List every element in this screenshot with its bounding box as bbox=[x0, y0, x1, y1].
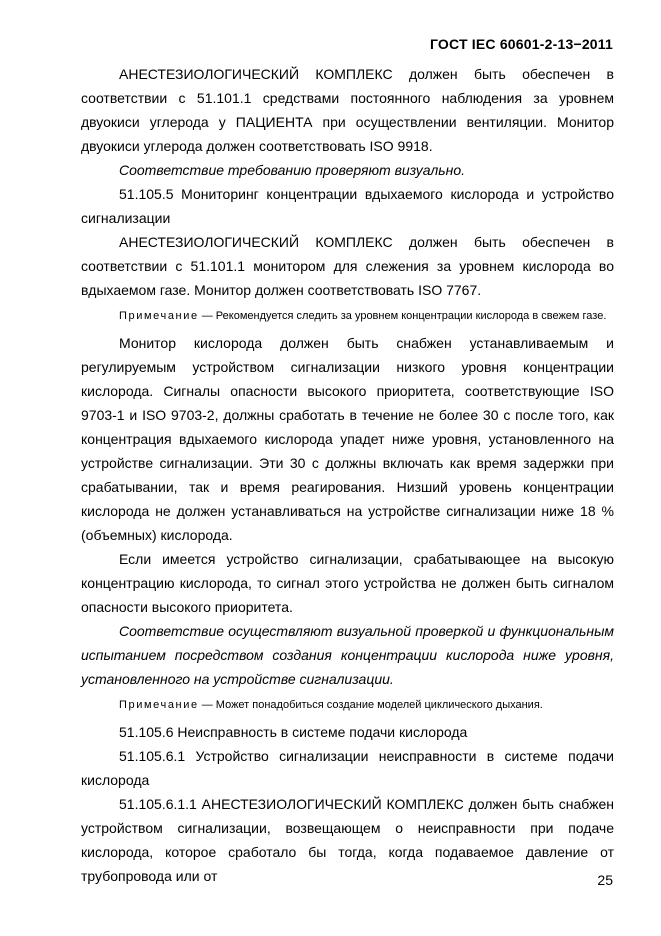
paragraph: Монитор кислорода должен быть снабжен устанавливаемым и регулируемым устройством сигнализации низкого уровня концентрации кислорода. Сигналы опасности высокого приоритета, соответствующие ISO 9703-1 и ISO 9703-2, должны сработать в течение не более 30 с после того, как концентрация вдыхаемого кислорода упадет ниже уровня, установленного на устройстве сигнализации. Эти 30 с должны включать как время задержки при срабатывании, так и время реагирования. Низший уровень концентрации кислорода не должен устанавливаться на устройстве сигнализации ниже 18 % (объемных) кислорода. bbox=[81, 335, 614, 543]
document-header: ГОСТ IEC 60601-2-13−2011 bbox=[429, 36, 613, 52]
note-1 bbox=[81, 305, 614, 327]
paragraph: АНЕСТЕЗИОЛОГИЧЕСКИЙ КОМПЛЕКС должен быть обеспечен в соответствии с 51.101.1 монитором для слежения за уровнем кислорода во вдыхаемом газе. Монитор должен соответствовать ISO 7767. bbox=[81, 234, 614, 298]
section-heading-51-105-5: 51.105.5 Мониторинг концентрации вдыхаемого кислорода и устройство сигнализации bbox=[81, 186, 614, 226]
note-2 bbox=[81, 694, 614, 716]
paragraph-compliance: Соответствие осуществляют визуальной проверкой и функциональным испытанием посредством создания концентрации кислорода ниже уровня, установленного на устройстве сигнализации. bbox=[81, 623, 614, 687]
section-heading-51-105-6-1: 51.105.6.1 Устройство сигнализации неисправности в системе подачи кислорода bbox=[81, 748, 614, 788]
note-text: — Может понадобиться создание моделей циклического дыхания. bbox=[201, 699, 543, 711]
paragraph: Если имеется устройство сигнализации, срабатывающее на высокую концентрацию кислорода, то сигнал этого устройства не должен быть сигналом опасности высокого приоритета. bbox=[81, 551, 614, 615]
note-label: Примечание bbox=[119, 310, 199, 322]
note-label: Примечание bbox=[119, 699, 199, 711]
page-number: 25 bbox=[597, 872, 613, 888]
paragraph: АНЕСТЕЗИОЛОГИЧЕСКИЙ КОМПЛЕКС должен быть обеспечен в соответствии с 51.101.1 средствами постоянного наблюдения за уровнем двуокиси углерода у ПАЦИЕНТА при осуществлении вентиляции. Монитор двуокиси углерода должен соответствовать ISO 9918. bbox=[81, 66, 614, 154]
paragraph: 51.105.6.1.1 АНЕСТЕЗИОЛОГИЧЕСКИЙ КОМПЛЕКС должен быть снабжен устройством сигнализации, возвещающем о неисправности при подаче кислорода, которое сработало бы тогда, когда подаваемое давление от трубопровода или от bbox=[81, 796, 614, 884]
section-heading-51-105-6: 51.105.6 Неисправность в системе подачи кислорода bbox=[119, 724, 468, 740]
paragraph-compliance: Соответствие требованию проверяют визуально. bbox=[119, 162, 465, 178]
note-text: — Рекомендуется следить за уровнем концентрации кислорода в свежем газе. bbox=[201, 310, 607, 322]
document-body bbox=[81, 62, 614, 888]
